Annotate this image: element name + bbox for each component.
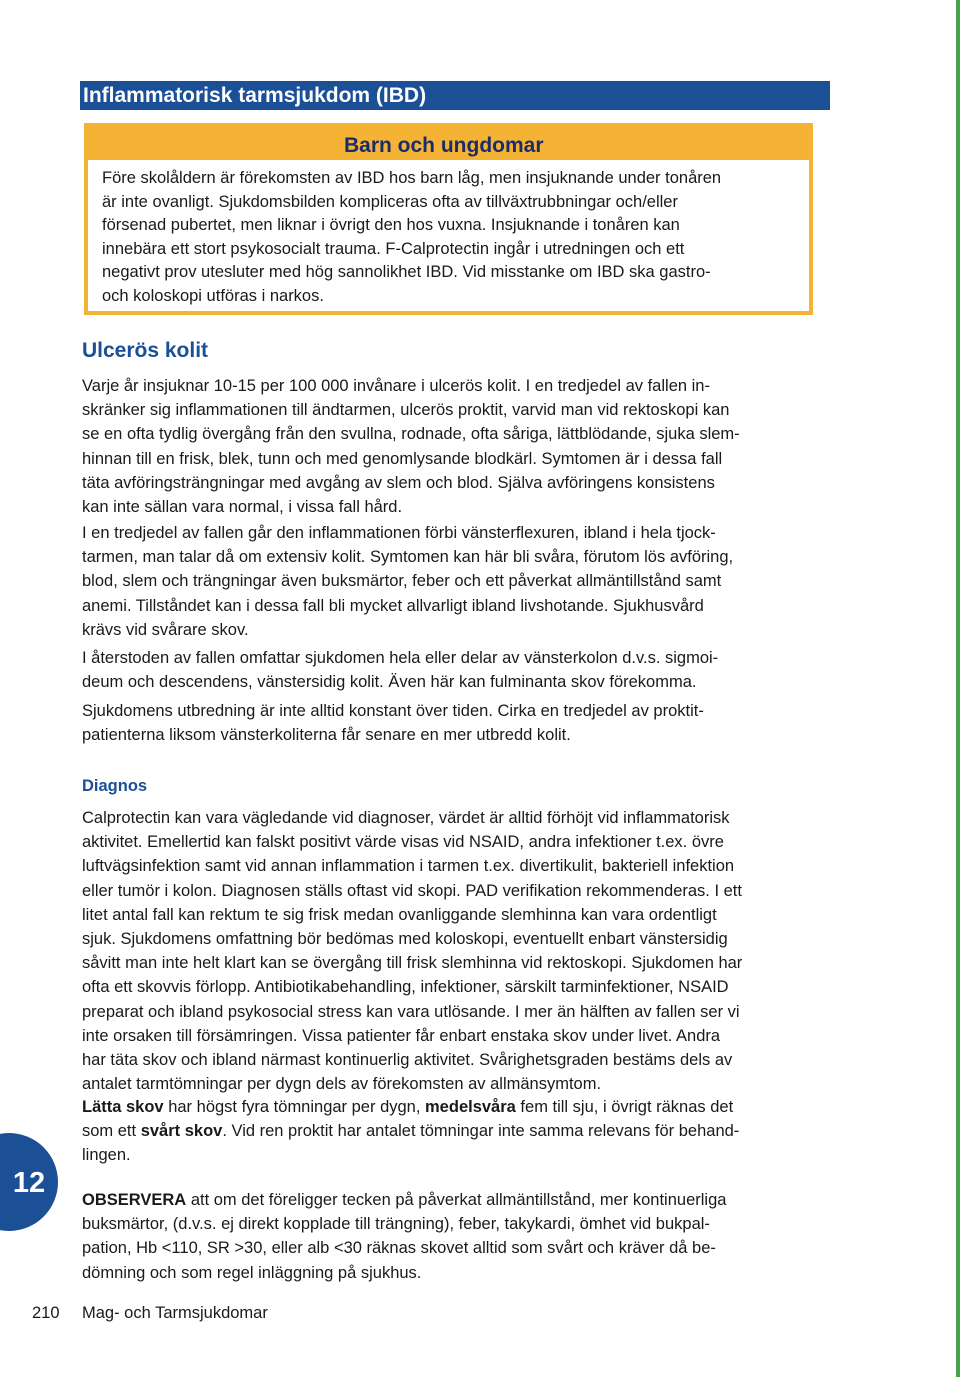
text-line: skränker sig inflammationen till ändtarmen, ulcerös proktit, varvid man vid rektoskopi kan xyxy=(82,401,730,420)
text-line: blod, slem och trängningar även buksmärtor, feber och ett påverkat allmäntillstånd samt xyxy=(82,572,722,591)
term-observe: OBSERVERA xyxy=(82,1191,187,1209)
text-line: krävs vid svårare skov. xyxy=(82,620,249,639)
text-line: lingen. xyxy=(82,1146,131,1165)
text-line: aktivitet. Emellertid kan falskt positivt värde visas vid NSAID, andra infektioner t.ex. övre xyxy=(82,833,724,852)
text-line: sjuk. Sjukdomens omfattning bör bedömas med koloskopi, eventuellt enbart vänstersidig xyxy=(82,930,728,949)
text-line: Varje år insjuknar 10-15 per 100 000 invånare i ulcerös kolit. I en tredjedel av fallen in- xyxy=(82,377,710,395)
paragraph-left-sided-colitis xyxy=(82,646,822,694)
text-line: såvitt man inte helt klart kan se övergång till frisk slemhinna vid rektoskopi. Sjukdomen har xyxy=(82,954,743,973)
text-line: eller tumör i kolon. Diagnosen ställs oftast vid skopi. PAD verifikation rekommenderas. I ett xyxy=(82,881,742,900)
text-line: inte orsaken till försämringen. Vissa patienter får enbart enstaka skov under livet. Andra xyxy=(82,1026,721,1045)
text-line: antalet tarmtömningar per dygn dels av förekomsten av allmänsymtom. xyxy=(82,1075,602,1094)
footer-book-title: Mag- och Tarmsjukdomar xyxy=(82,1304,268,1322)
text-line: tarmen, man talar då om extensiv kolit. Symtomen kan här bli svåra, förutom lös avföring, xyxy=(82,548,734,567)
info-box-heading: Barn och ungdomar xyxy=(344,134,544,157)
text-line: ofta ett skovvis förlopp. Antibiotikabehandling, infektioner, särskilt tarminfektioner, NSAID xyxy=(82,978,729,997)
paragraph-extensive-colitis xyxy=(82,521,822,642)
text-line: och koloskopi utföras i narkos. xyxy=(102,286,324,305)
text-line: Lätta skov har högst fyra tömningar per dygn, medelsvåra fem till sju, i övrigt räknas det xyxy=(82,1098,734,1116)
chapter-number: 12 xyxy=(12,1167,46,1199)
text-line: luftvägsinfektion samt vid annan inflammation i tarmen t.ex. divertikulit, bakteriell infektion xyxy=(82,857,735,876)
text-line: dömning och som regel inläggning på sjukhus. xyxy=(82,1263,422,1282)
text-line: kan inte sällan vara normal, i vissa fall hård. xyxy=(82,498,403,517)
text-line: hinnan till en frisk, blek, tunn och med genomlysande blodkärl. Symtomen är i dessa fall xyxy=(82,449,723,468)
section-heading-ulcerative-colitis: Ulcerös kolit xyxy=(82,339,209,362)
paragraph-observe xyxy=(82,1188,822,1285)
text-line: Calprotectin kan vara vägledande vid diagnoser, värdet är alltid förhöjt vid inflammatorisk xyxy=(82,809,730,827)
text-line: innebära ett stort psykosocialt trauma. F-Calprotectin ingår i utredningen och ett xyxy=(102,239,685,258)
paragraph-diagnosis xyxy=(82,806,822,1096)
paragraph-incidence xyxy=(82,374,822,519)
term-mild-flare: Lätta skov xyxy=(82,1098,164,1116)
text-line: försenad pubertet, men liknar i övrigt den hos vuxna. Insjuknande i tonåren kan xyxy=(102,216,680,235)
term-moderate: medelsvåra xyxy=(425,1098,516,1116)
text-line: har täta skov och ibland närmast kontinuerlig aktivitet. Svårighetsgraden bestäms dels av xyxy=(82,1051,733,1070)
text-line: deum och descendens, vänstersidig kolit. Även här kan fulminanta skov förekomma. xyxy=(82,673,697,692)
text-line: patienterna liksom vänsterkoliterna får senare en mer utbredd kolit. xyxy=(82,726,571,745)
text-line: litet antal fall kan rektum te sig frisk medan ovanliggande slemhinna kan vara ordentligt xyxy=(82,905,717,924)
subheading-diagnosis: Diagnos xyxy=(82,777,148,795)
term-severe-flare: svårt skov xyxy=(140,1122,223,1141)
text-line: se en ofta tydlig övergång från den svullna, rodnade, ofta såriga, lättblödande, sjuka slem- xyxy=(82,425,740,444)
text-line: anemi. Tillståndet kan i dessa fall bli mycket allvarligt ibland livshotande. Sjukhusvård xyxy=(82,596,704,615)
paragraph-extent-over-time xyxy=(82,699,822,747)
text-line: Före skolåldern är förekomsten av IBD hos barn låg, men insjuknande under tonåren xyxy=(102,169,722,187)
right-edge-bar xyxy=(956,0,960,1377)
text-line: preparat och ibland psykosocial stress kan vara utlösande. I mer än hälften av fallen ser vi xyxy=(82,1002,740,1021)
info-box-header-bar xyxy=(88,127,809,160)
info-box-body xyxy=(102,167,802,309)
text-line: pation, Hb <110, SR >30, eller alb <30 räknas skovet alltid som svårt och kräver då be- xyxy=(82,1239,716,1258)
text-line: buksmärtor, (d.v.s. ej direkt kopplade till trängning), feber, takykardi, ömhet vid bukpal- xyxy=(82,1215,710,1234)
text-line: OBSERVERA att om det föreligger tecken på påverkat allmäntillstånd, mer kontinuerliga xyxy=(82,1191,727,1209)
info-box-children xyxy=(84,123,813,315)
text-line: I återstoden av fallen omfattar sjukdomen hela eller delar av vänsterkolon d.v.s. sigmoi- xyxy=(82,649,719,667)
text-line: Sjukdomens utbredning är inte alltid konstant över tiden. Cirka en tredjedel av proktit- xyxy=(82,702,704,720)
page-number: 210 xyxy=(32,1304,60,1322)
text-line: I en tredjedel av fallen går den inflammationen förbi vänsterflexuren, ibland i hela tjock- xyxy=(82,524,716,542)
text-line: är inte ovanligt. Sjukdomsbilden kompliceras ofta av tillväxtrubbningar och/eller xyxy=(102,192,678,211)
page-title: Inflammatorisk tarmsjukdom (IBD) xyxy=(80,81,830,110)
text-line: negativt prov utesluter med hög sannolikhet IBD. Vid misstanke om IBD ska gastro- xyxy=(102,263,711,282)
paragraph-severity xyxy=(82,1095,822,1168)
text-line: täta avföringsträngningar med avgång av slem och blod. Själva avföringens konsistens xyxy=(82,473,715,492)
text-line: som ett svårt skov. Vid ren proktit har antalet tömningar inte samma relevans för behand- xyxy=(82,1122,740,1141)
